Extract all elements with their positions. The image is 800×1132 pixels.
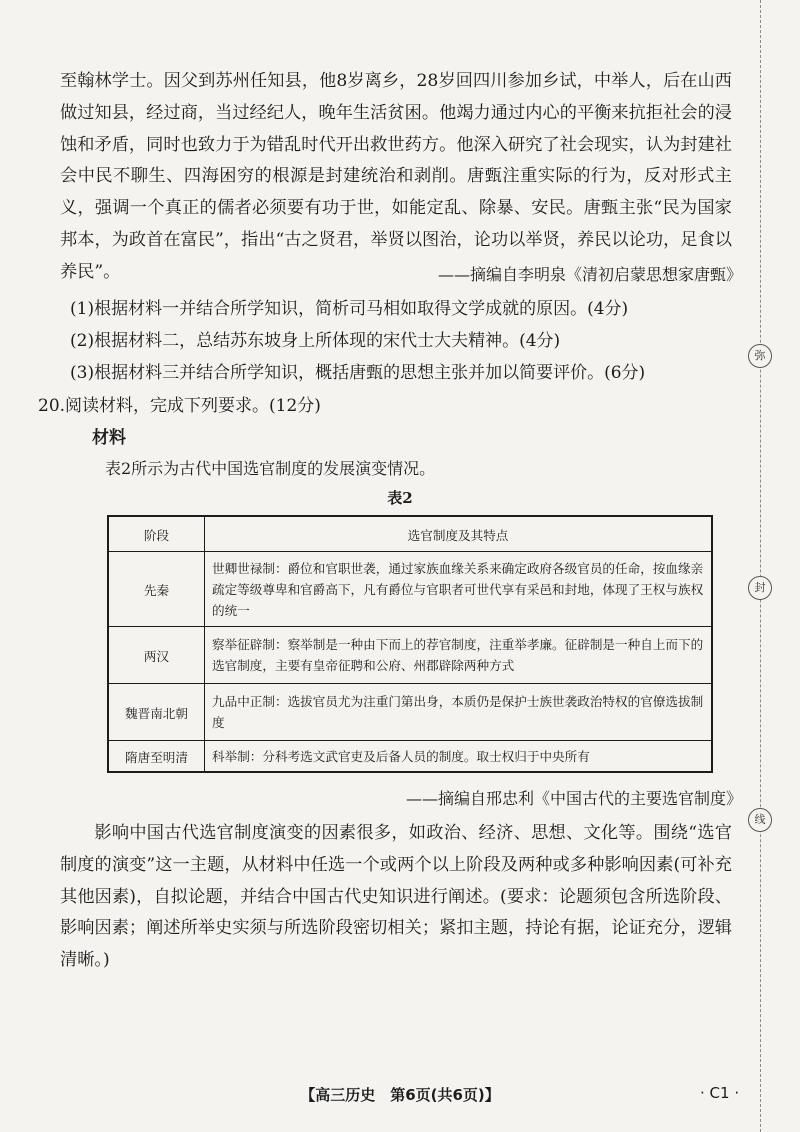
- table-cell-desc: 世卿世禄制：爵位和官职世袭，通过家族血缘关系来确定政府各级官员的任命，按血缘亲疏定等级尊卑和官爵高下，凡有爵位与官职者可世代享有采邑和封地，体现了王权与族权的统一: [205, 552, 713, 627]
- table-caption: 表2所示为古代中国选官制度的发展演变情况。: [105, 459, 436, 478]
- table-header-desc: 选官制度及其特点: [205, 516, 713, 552]
- material-label: 材料: [92, 428, 126, 448]
- question-19-3: (3)根据材料三并结合所学知识，概括唐甄的思想主张并加以简要评价。(6分): [70, 363, 646, 383]
- table-cell-stage: 隋唐至明清: [108, 741, 205, 773]
- table-cell-desc: 察举征辟制：察举制是一种由下而上的荐官制度，注重举孝廉。征辟制是一种自上而下的选官制度，主要有皇帝征聘和公府、州郡辟除两种方式: [205, 627, 713, 684]
- question-20-title: 20.阅读材料，完成下列要求。(12分): [38, 396, 321, 416]
- question-20-prompt: 影响中国古代选官制度演变的因素很多，如政治、经济、思想、文化等。围绕“选官制度的演变”这一主题，从材料中任选一个或两个以上阶段及两种或多种影响因素(可补充其他因素)，自拟论题，并结合中国古代史知识进行阐述。(要求：论题须包含所选阶段、影响因素；阐述所举史实须与所选阶段密切相关；紧扣主题，持论有据，论证充分，逻辑清晰。): [60, 823, 732, 971]
- table-cell-desc: 九品中正制：选拔官员尤为注重门第出身，本质仍是保护士族世袭政治特权的官僚选拔制度: [205, 684, 713, 741]
- table-cell-stage: 魏晋南北朝: [108, 684, 205, 741]
- table-header-row: [108, 516, 712, 552]
- table-cell-desc: 科举制：分科考选文武官吏及后备人员的制度。取士权归于中央所有: [205, 741, 713, 773]
- seal-mark-xian: 线: [748, 808, 772, 832]
- paper-code: · C1 ·: [700, 1084, 740, 1102]
- table-cell-stage: 先秦: [108, 552, 205, 627]
- table-cell-stage: 两汉: [108, 627, 205, 684]
- material-three-source: ——摘编自李明泉《清初启蒙思想家唐甄》: [437, 265, 742, 284]
- material-three-text: 至翰林学士。因父到苏州任知县，他8岁离乡，28岁回四川参加乡试，中举人，后在山西做过知县，经过商，当过经纪人，晚年生活贫困。他竭力通过内心的平衡来抗拒社会的浸蚀和矛盾，同时也致力于为错乱时代开出救世药方。他深入研究了社会现实，认为封建社会中民不聊生、四海困穷的根源是封建统治和剥削。唐甄注重实际的行为，反对形式主义，强调一个真正的儒者必须要有功于世，如能定乱、除暴、安民。唐甄主张“民为国家邦本，为政首在富民”，指出“古之贤君，举贤以图治，论功以举贤，养民以论功，足食以养民”。: [60, 71, 732, 282]
- table-source: ——摘编自邢忠利《中国古代的主要选官制度》: [405, 789, 742, 808]
- table-row: [108, 627, 712, 684]
- seal-mark-feng: 封: [748, 576, 772, 600]
- question-19-1: (1)根据材料一并结合所学知识，简析司马相如取得文学成就的原因。(4分): [70, 299, 629, 319]
- seal-mark-mi: 弥: [748, 344, 772, 368]
- table-row: [108, 741, 712, 773]
- table-row: [108, 552, 712, 627]
- table-row: [108, 684, 712, 741]
- selection-system-table: [107, 515, 713, 773]
- binding-dashed-line: [760, 0, 761, 1132]
- table-title: 表2: [387, 489, 413, 507]
- question-19-2: (2)根据材料二，总结苏东坡身上所体现的宋代士大夫精神。(4分): [70, 331, 561, 351]
- page-footer: 【高三历史 第6页(共6页)】: [300, 1086, 500, 1104]
- table-header-stage: 阶段: [108, 516, 205, 552]
